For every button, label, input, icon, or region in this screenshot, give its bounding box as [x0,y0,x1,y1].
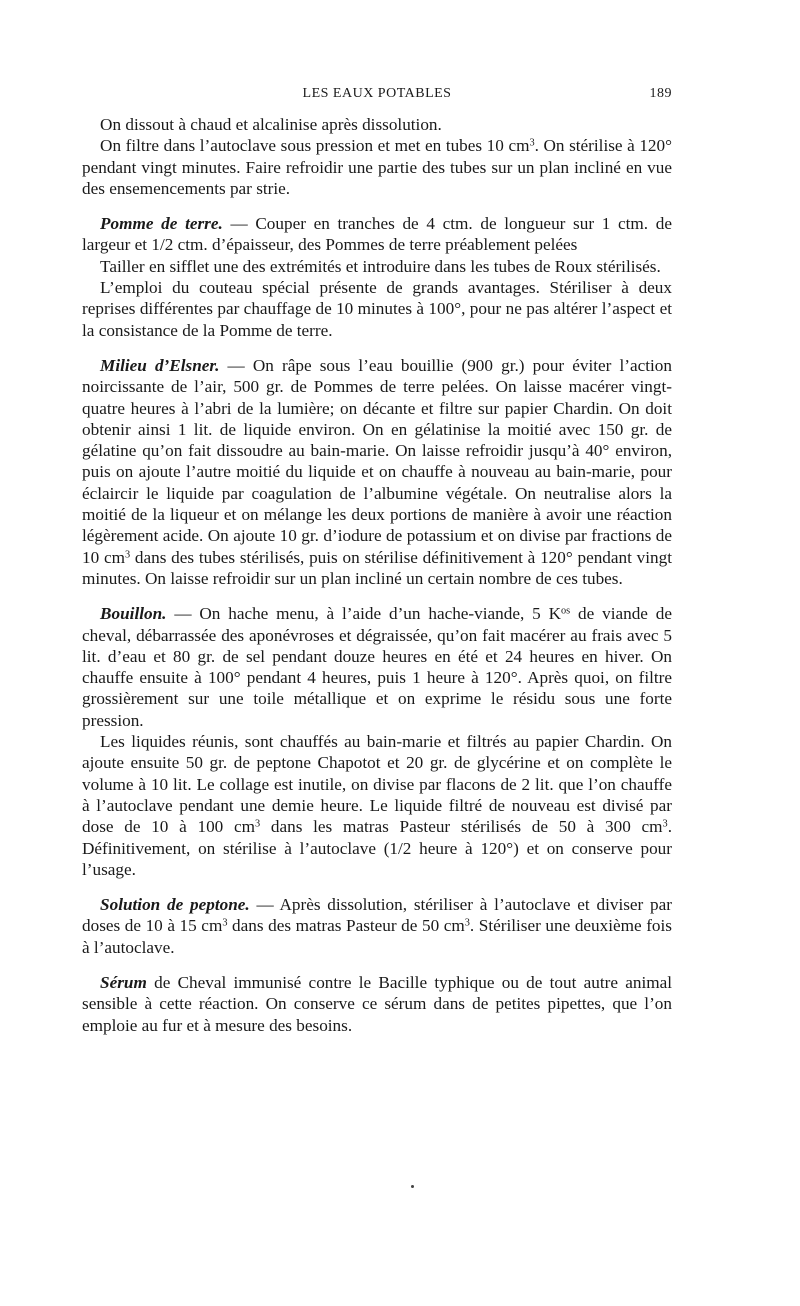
paragraph-couteau [82,277,672,341]
stray-mark [411,1185,414,1188]
text-fragment: — On hache menu, à l’aide d’un hache-viande, 5 K [166,604,561,624]
superscript: 3 [124,548,131,560]
text-fragment: . Définitivement, on stérilise à l’autoclave (1/2 heure à 120°) et on conserve pour l’usage. [82,817,672,879]
paragraph-dissolution [82,114,672,135]
paragraph-liquides [82,731,672,880]
superscript: 3 [222,917,228,929]
superscript: 3 [529,137,535,149]
text-fragment: de viande de cheval, débarrassée des aponévroses et dégraissée, qu’on fait macérer au frais avec 5 lit. d’eau et 80 gr. de sel pendant douze heures en été et 24 heures en hiver. On chauffe ensuite à 100° pendant 4 heures, puis 1 heure à 120°. Après quoi, on filtre grossièrement sur une toile métallique et on exprime le résidu sous une forte pression. [82,604,672,730]
text-fragment: dans les matras Pasteur stérilisés de 50 à 300 cm [260,817,663,837]
text-fragment: — Couper en tranches de 4 ctm. de longueur sur 1 ctm. de largeur et 1/2 ctm. d’épaisseur, des Pommes de terre préablement pelées [82,214,672,255]
text-fragment: — Après dissolution, stériliser à l’autoclave et diviser par doses de 10 à 15 cm [82,895,672,936]
paragraph-tailler [82,256,672,277]
text-fragment: . Stériliser une deuxième fois à l’autoclave. [82,916,672,957]
running-head [82,86,672,108]
section-term: Bouillon. [100,604,167,624]
superscript: 3 [464,917,470,929]
section-term: Milieu d’Elsner. [100,355,220,375]
text-fragment: de Cheval immunisé contre le Bacille typhique ou de tout autre animal sensible à cette réaction. On conserve ce sérum dans de petites pipettes, que l’on emploie au fur et à mesure des besoins. [82,972,672,1035]
section-milieu-elsner [82,355,672,589]
section-term: Sérum [100,972,147,992]
text-fragment: Les liquides réunis, sont chauffés au bain-marie et filtrés au papier Chardin. On ajoute ensuite 50 gr. de peptone Chapotot et 20 gr. de glycérine et on complète le volume à 10 lit. Le collage est inutile, on divise par flacons de 2 lit. que l’on chauffe à l’autoclave pendant une demie heure. Le liquide filtré de nouveau est divisé par dose de 10 à 100 cm [82,732,672,837]
section-solution-peptone [82,894,672,958]
paragraph-filtration [82,135,672,199]
body-text [82,114,672,1036]
section-term: Pomme de terre. [100,214,223,234]
paragraph-text: Tailler en sifflet une des extrémités et introduire dans les tubes de Roux stérilisés. [100,256,661,276]
section-serum [82,972,672,1036]
paragraph-text: L’emploi du couteau spécial présente de grands avantages. Stériliser à deux reprises différentes par chauffage de 10 minutes à 100°, pour ne pas altérer l’aspect et la consistance de la Pomme de terre. [82,278,672,340]
section-pomme-de-terre [82,213,672,256]
superscript: os [560,605,571,617]
section-term: Solution de peptone. [100,895,250,915]
running-title: LES EAUX POTABLES [302,86,452,101]
text-fragment: On filtre dans l’autoclave sous pression et met en tubes 10 cm [100,136,530,156]
paragraph-text: On dissout à chaud et alcalinise après dissolution. [100,115,442,134]
section-bouillon [82,603,672,731]
superscript: 3 [255,818,261,830]
page-number: 189 [649,86,672,101]
text-fragment: — On râpe sous l’eau bouillie (900 gr.) pour éviter l’action noircissante de l’air, 500 gr. de Pommes de terre pelées. On laisse macérer vingt-quatre heures à l’abri de la lumière; on décante et filtre sur papier Chardin. On doit obtenir ainsi 1 lit. de liquide environ. On en gélatinise la moitié avec 150 gr. de gélatine qu’on fait dissoudre au bain-marie. On laisse refroidir jusqu’à 40° environ, puis on ajoute l’autre moitié du liquide et on chauffe à nouveau au bain-marie, pour éclaircir le liquide par coagulation de l’albumine végétale. On neutralise alors la moitié de la liqueur et on mélange les deux portions de manière à avoir une réaction légèrement acide. On ajoute 10 gr. d’iodure de potassium et on divise par fractions de 10 cm [82,355,672,567]
text-fragment: dans des matras Pasteur de 50 cm [227,916,465,936]
text-fragment: . On stérilise à 120° pendant vingt minutes. Faire refroidir une partie des tubes sur un plan incliné en vue des ensemencements par strie. [82,136,672,198]
superscript: 3 [662,818,668,830]
text-fragment: dans des tubes stérilisés, puis on stérilise définitivement à 120° pendant vingt minutes. On laisse refroidir sur un plan incliné un certain nombre de ces tubes. [82,547,672,588]
